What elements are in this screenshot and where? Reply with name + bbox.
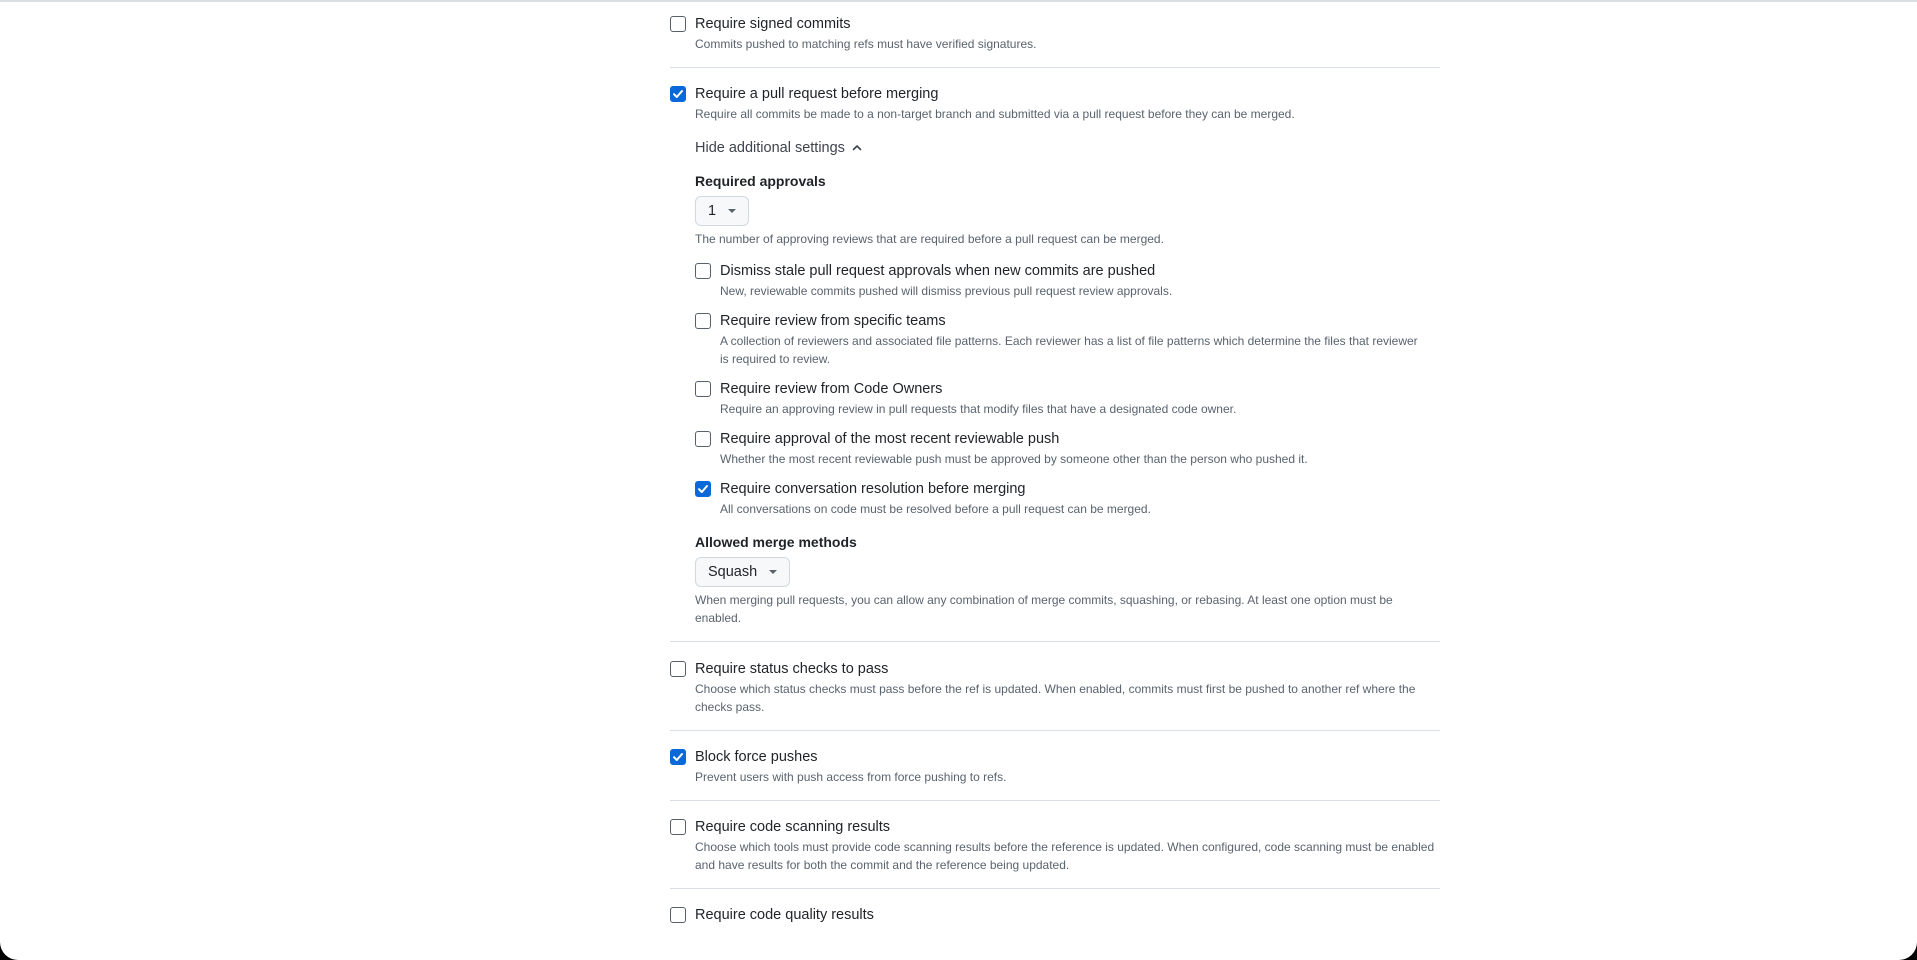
pr-option-checkbox[interactable] bbox=[695, 481, 711, 497]
check-icon bbox=[672, 751, 684, 763]
status-checks-label: Require status checks to pass bbox=[695, 661, 889, 677]
rule-pull-request bbox=[670, 68, 1440, 642]
pull-request-desc: Require all commits be made to a non-target branch and submitted via a pull request before they can be merged. bbox=[695, 107, 1295, 121]
pr-option-label: Require conversation resolution before merging bbox=[720, 481, 1026, 497]
chevron-up-icon bbox=[851, 142, 863, 154]
required-approvals-section bbox=[695, 173, 1440, 248]
pr-option-label: Require review from specific teams bbox=[720, 313, 946, 329]
pr-option-label: Require approval of the most recent reviewable push bbox=[720, 431, 1060, 447]
required-approvals-title: Required approvals bbox=[695, 173, 826, 189]
toggle-label: Hide additional settings bbox=[695, 140, 845, 156]
signed-commits-label: Require signed commits bbox=[695, 16, 851, 32]
pr-option-desc: A collection of reviewers and associated file patterns. Each reviewer has a list of file patterns which determine the files that reviewer is required to review. bbox=[720, 334, 1418, 366]
code-scanning-checkbox[interactable] bbox=[670, 819, 686, 835]
pr-option-desc: Require an approving review in pull requests that modify files that have a designated code owner. bbox=[720, 402, 1237, 416]
pr-option-label: Require review from Code Owners bbox=[720, 381, 943, 397]
signed-commits-desc: Commits pushed to matching refs must have verified signatures. bbox=[695, 37, 1037, 51]
merge-methods-select[interactable] bbox=[695, 557, 790, 587]
required-approvals-desc: The number of approving reviews that are required before a pull request can be merged. bbox=[695, 232, 1164, 246]
code-quality-checkbox[interactable] bbox=[670, 907, 686, 923]
rule-code-quality bbox=[670, 889, 1440, 923]
merge-methods-title: Allowed merge methods bbox=[695, 534, 857, 550]
code-quality-label: Require code quality results bbox=[695, 907, 874, 923]
block-force-desc: Prevent users with push access from force pushing to refs. bbox=[695, 770, 1007, 784]
pull-request-options bbox=[695, 263, 1440, 518]
required-approvals-select[interactable] bbox=[695, 196, 749, 226]
block-force-checkbox[interactable] bbox=[670, 749, 686, 765]
caret-down-icon bbox=[728, 209, 736, 213]
hide-additional-settings-toggle[interactable] bbox=[695, 140, 863, 156]
rule-status-checks bbox=[670, 642, 1440, 731]
check-icon bbox=[697, 483, 709, 495]
pr-option-desc: Whether the most recent reviewable push must be approved by someone other than the person who pushed it. bbox=[720, 452, 1308, 466]
signed-commits-checkbox[interactable] bbox=[670, 16, 686, 32]
caret-down-icon bbox=[769, 570, 777, 574]
pr-option bbox=[695, 313, 1440, 368]
merge-methods-section bbox=[695, 534, 1440, 627]
required-approvals-value: 1 bbox=[708, 203, 717, 219]
rule-signed-commits bbox=[670, 0, 1440, 68]
merge-methods-desc: When merging pull requests, you can allow any combination of merge commits, squashing, or rebasing. At least one option must be enabled. bbox=[695, 593, 1393, 625]
status-checks-checkbox[interactable] bbox=[670, 661, 686, 677]
pr-option-checkbox[interactable] bbox=[695, 263, 711, 279]
pull-request-checkbox[interactable] bbox=[670, 86, 686, 102]
rule-block-force bbox=[670, 731, 1440, 801]
code-scanning-desc: Choose which tools must provide code scanning results before the reference is updated. When configured, code scanning must be enabled and have results for both the commit and the reference being updated. bbox=[695, 840, 1435, 872]
pr-option-checkbox[interactable] bbox=[695, 381, 711, 397]
rules-list bbox=[670, 0, 1440, 923]
pr-option-desc: New, reviewable commits pushed will dismiss previous pull request review approvals. bbox=[720, 284, 1173, 298]
pr-option-desc: All conversations on code must be resolved before a pull request can be merged. bbox=[720, 502, 1151, 516]
pr-option bbox=[695, 263, 1440, 300]
pr-option bbox=[695, 481, 1440, 518]
pull-request-label: Require a pull request before merging bbox=[695, 86, 939, 102]
pr-option bbox=[695, 381, 1440, 418]
merge-methods-value: Squash bbox=[708, 564, 758, 580]
pr-option-checkbox[interactable] bbox=[695, 431, 711, 447]
pr-option-checkbox[interactable] bbox=[695, 313, 711, 329]
code-scanning-label: Require code scanning results bbox=[695, 819, 891, 835]
pr-option bbox=[695, 431, 1440, 468]
block-force-label: Block force pushes bbox=[695, 749, 818, 765]
pr-option-label: Dismiss stale pull request approvals when new commits are pushed bbox=[720, 263, 1156, 279]
rule-code-scanning bbox=[670, 801, 1440, 889]
status-checks-desc: Choose which status checks must pass before the ref is updated. When enabled, commits must first be pushed to another ref where the checks pass. bbox=[695, 682, 1416, 714]
check-icon bbox=[672, 88, 684, 100]
